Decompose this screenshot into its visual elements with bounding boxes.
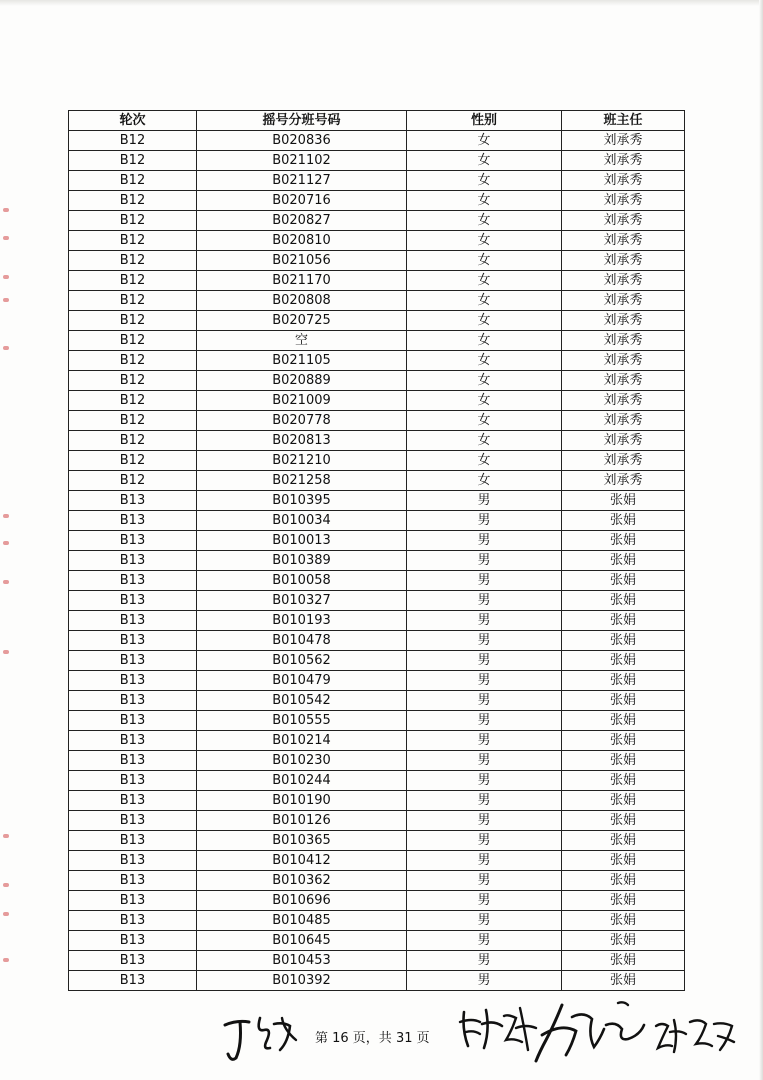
header-head-teacher: 班主任 [562, 111, 685, 131]
table-header-row [69, 111, 685, 131]
cell-head-teacher: 张娟 [562, 671, 685, 691]
cell-lottery-number: B010365 [197, 831, 407, 851]
cell-lottery-number: B010479 [197, 671, 407, 691]
cell-head-teacher: 刘承秀 [562, 391, 685, 411]
table-row [69, 311, 685, 331]
cell-lottery-number: B010230 [197, 751, 407, 771]
table-row [69, 151, 685, 171]
cell-gender: 男 [407, 951, 562, 971]
table-row [69, 191, 685, 211]
cell-gender: 男 [407, 651, 562, 671]
cell-gender: 女 [407, 471, 562, 491]
cell-gender: 男 [407, 671, 562, 691]
cell-lottery-number: B010389 [197, 551, 407, 571]
table-body [69, 131, 685, 991]
cell-round: B13 [69, 571, 197, 591]
table-row [69, 611, 685, 631]
cell-gender: 女 [407, 451, 562, 471]
cell-gender: 女 [407, 271, 562, 291]
cell-lottery-number: B021210 [197, 451, 407, 471]
header-round: 轮次 [69, 111, 197, 131]
cell-head-teacher: 张娟 [562, 611, 685, 631]
table-row [69, 731, 685, 751]
table-row [69, 291, 685, 311]
cell-lottery-number: B020889 [197, 371, 407, 391]
margin-mark [3, 514, 9, 518]
cell-round: B12 [69, 471, 197, 491]
cell-round: B13 [69, 891, 197, 911]
cell-round: B13 [69, 531, 197, 551]
cell-gender: 女 [407, 351, 562, 371]
table-row [69, 651, 685, 671]
cell-round: B13 [69, 871, 197, 891]
cell-round: B13 [69, 691, 197, 711]
cell-head-teacher: 张娟 [562, 711, 685, 731]
cell-head-teacher: 张娟 [562, 791, 685, 811]
cell-lottery-number: B010392 [197, 971, 407, 991]
scan-edge-top [0, 0, 763, 6]
margin-mark [3, 883, 9, 887]
handwritten-signature-2 [458, 1000, 538, 1060]
cell-lottery-number: B021105 [197, 351, 407, 371]
cell-head-teacher: 张娟 [562, 931, 685, 951]
cell-round: B12 [69, 451, 197, 471]
table-row [69, 831, 685, 851]
cell-lottery-number: B010562 [197, 651, 407, 671]
cell-gender: 女 [407, 171, 562, 191]
cell-head-teacher: 张娟 [562, 551, 685, 571]
cell-round: B13 [69, 931, 197, 951]
cell-round: B13 [69, 731, 197, 751]
cell-gender: 男 [407, 631, 562, 651]
cell-gender: 男 [407, 771, 562, 791]
cell-round: B12 [69, 231, 197, 251]
cell-round: B13 [69, 831, 197, 851]
cell-gender: 女 [407, 251, 562, 271]
cell-gender: 男 [407, 711, 562, 731]
table-row [69, 551, 685, 571]
cell-round: B12 [69, 151, 197, 171]
table-row [69, 571, 685, 591]
cell-gender: 男 [407, 931, 562, 951]
cell-lottery-number: B020778 [197, 411, 407, 431]
cell-round: B12 [69, 271, 197, 291]
table-row [69, 271, 685, 291]
cell-gender: 男 [407, 851, 562, 871]
cell-lottery-number: B021056 [197, 251, 407, 271]
margin-mark [3, 650, 9, 654]
cell-lottery-number: B021009 [197, 391, 407, 411]
cell-head-teacher: 张娟 [562, 631, 685, 651]
cell-gender: 男 [407, 551, 562, 571]
table-row [69, 591, 685, 611]
cell-head-teacher: 张娟 [562, 971, 685, 991]
cell-head-teacher: 刘承秀 [562, 431, 685, 451]
cell-round: B12 [69, 251, 197, 271]
cell-round: B13 [69, 651, 197, 671]
cell-round: B12 [69, 391, 197, 411]
cell-head-teacher: 张娟 [562, 531, 685, 551]
table-row [69, 691, 685, 711]
margin-mark [3, 298, 9, 302]
cell-head-teacher: 刘承秀 [562, 171, 685, 191]
cell-head-teacher: 张娟 [562, 871, 685, 891]
handwritten-signature-3 [532, 995, 652, 1067]
cell-head-teacher: 刘承秀 [562, 251, 685, 271]
table-row [69, 871, 685, 891]
cell-round: B13 [69, 711, 197, 731]
margin-mark [3, 834, 9, 838]
table-row [69, 791, 685, 811]
cell-gender: 男 [407, 971, 562, 991]
cell-gender: 女 [407, 191, 562, 211]
header-gender: 性别 [407, 111, 562, 131]
cell-gender: 男 [407, 511, 562, 531]
table-row [69, 471, 685, 491]
table-row [69, 131, 685, 151]
cell-head-teacher: 张娟 [562, 511, 685, 531]
table-row [69, 671, 685, 691]
table-row [69, 251, 685, 271]
class-assignment-table [68, 110, 685, 991]
cell-head-teacher: 刘承秀 [562, 451, 685, 471]
cell-head-teacher: 刘承秀 [562, 311, 685, 331]
cell-gender: 男 [407, 791, 562, 811]
cell-lottery-number: B021102 [197, 151, 407, 171]
cell-lottery-number: B010362 [197, 871, 407, 891]
cell-head-teacher: 张娟 [562, 891, 685, 911]
table-row [69, 431, 685, 451]
cell-gender: 女 [407, 411, 562, 431]
table-row [69, 451, 685, 471]
cell-gender: 女 [407, 371, 562, 391]
cell-gender: 男 [407, 911, 562, 931]
table-row [69, 911, 685, 931]
cell-head-teacher: 刘承秀 [562, 211, 685, 231]
cell-round: B12 [69, 211, 197, 231]
cell-round: B12 [69, 431, 197, 451]
table-row [69, 931, 685, 951]
cell-lottery-number: B020810 [197, 231, 407, 251]
cell-lottery-number: B010453 [197, 951, 407, 971]
cell-round: B13 [69, 971, 197, 991]
cell-round: B12 [69, 171, 197, 191]
cell-round: B13 [69, 611, 197, 631]
cell-lottery-number: B020725 [197, 311, 407, 331]
cell-head-teacher: 刘承秀 [562, 291, 685, 311]
cell-head-teacher: 张娟 [562, 731, 685, 751]
cell-lottery-number: B020813 [197, 431, 407, 451]
margin-mark [3, 275, 9, 279]
table-row [69, 951, 685, 971]
cell-round: B13 [69, 811, 197, 831]
cell-lottery-number: B010645 [197, 931, 407, 951]
cell-gender: 男 [407, 491, 562, 511]
table-row [69, 771, 685, 791]
table-row [69, 331, 685, 351]
cell-lottery-number: B010058 [197, 571, 407, 591]
cell-head-teacher: 刘承秀 [562, 411, 685, 431]
cell-head-teacher: 刘承秀 [562, 271, 685, 291]
cell-head-teacher: 刘承秀 [562, 371, 685, 391]
cell-gender: 男 [407, 691, 562, 711]
table-row [69, 531, 685, 551]
cell-lottery-number: B010485 [197, 911, 407, 931]
table-row [69, 511, 685, 531]
cell-round: B13 [69, 751, 197, 771]
cell-lottery-number: B010412 [197, 851, 407, 871]
cell-lottery-number: 空 [197, 331, 407, 351]
cell-lottery-number: B021258 [197, 471, 407, 491]
cell-lottery-number: B010696 [197, 891, 407, 911]
cell-round: B12 [69, 411, 197, 431]
cell-lottery-number: B020836 [197, 131, 407, 151]
cell-round: B13 [69, 951, 197, 971]
cell-head-teacher: 张娟 [562, 951, 685, 971]
cell-round: B13 [69, 491, 197, 511]
table-row [69, 371, 685, 391]
cell-round: B13 [69, 851, 197, 871]
cell-lottery-number: B021127 [197, 171, 407, 191]
cell-lottery-number: B010214 [197, 731, 407, 751]
scan-edge-right [759, 0, 763, 1080]
table-row [69, 211, 685, 231]
cell-gender: 男 [407, 831, 562, 851]
cell-head-teacher: 张娟 [562, 691, 685, 711]
cell-head-teacher: 张娟 [562, 751, 685, 771]
cell-head-teacher: 刘承秀 [562, 331, 685, 351]
margin-mark [3, 541, 9, 545]
table-row [69, 851, 685, 871]
cell-round: B13 [69, 791, 197, 811]
table-row [69, 171, 685, 191]
cell-gender: 女 [407, 291, 562, 311]
cell-round: B12 [69, 331, 197, 351]
header-lottery-number: 摇号分班号码 [197, 111, 407, 131]
cell-lottery-number: B010395 [197, 491, 407, 511]
cell-head-teacher: 刘承秀 [562, 131, 685, 151]
table-row [69, 491, 685, 511]
cell-gender: 男 [407, 731, 562, 751]
margin-mark [3, 580, 9, 584]
cell-gender: 男 [407, 751, 562, 771]
cell-round: B12 [69, 371, 197, 391]
cell-round: B12 [69, 291, 197, 311]
cell-round: B12 [69, 311, 197, 331]
cell-head-teacher: 张娟 [562, 571, 685, 591]
cell-lottery-number: B010193 [197, 611, 407, 631]
cell-round: B13 [69, 631, 197, 651]
cell-round: B12 [69, 191, 197, 211]
cell-round: B13 [69, 591, 197, 611]
cell-lottery-number: B010555 [197, 711, 407, 731]
cell-head-teacher: 张娟 [562, 591, 685, 611]
cell-head-teacher: 张娟 [562, 831, 685, 851]
cell-lottery-number: B020808 [197, 291, 407, 311]
cell-gender: 女 [407, 391, 562, 411]
handwritten-signature-1 [222, 1010, 302, 1065]
table-row [69, 411, 685, 431]
cell-lottery-number: B020716 [197, 191, 407, 211]
cell-lottery-number: B010190 [197, 791, 407, 811]
cell-gender: 女 [407, 431, 562, 451]
page-number: 第 16 页，共 31 页 [315, 1031, 430, 1046]
cell-gender: 女 [407, 211, 562, 231]
cell-gender: 女 [407, 231, 562, 251]
cell-round: B13 [69, 911, 197, 931]
cell-lottery-number: B010327 [197, 591, 407, 611]
cell-round: B13 [69, 771, 197, 791]
cell-head-teacher: 张娟 [562, 911, 685, 931]
cell-gender: 男 [407, 531, 562, 551]
table-row [69, 711, 685, 731]
cell-gender: 男 [407, 811, 562, 831]
cell-head-teacher: 张娟 [562, 811, 685, 831]
cell-lottery-number: B021170 [197, 271, 407, 291]
cell-head-teacher: 刘承秀 [562, 191, 685, 211]
cell-lottery-number: B010013 [197, 531, 407, 551]
cell-gender: 女 [407, 311, 562, 331]
cell-lottery-number: B010126 [197, 811, 407, 831]
cell-lottery-number: B010244 [197, 771, 407, 791]
cell-round: B12 [69, 131, 197, 151]
cell-lottery-number: B010034 [197, 511, 407, 531]
cell-round: B13 [69, 671, 197, 691]
cell-lottery-number: B010542 [197, 691, 407, 711]
cell-head-teacher: 张娟 [562, 491, 685, 511]
cell-head-teacher: 刘承秀 [562, 471, 685, 491]
handwritten-signature-4 [652, 1010, 738, 1060]
cell-gender: 女 [407, 331, 562, 351]
cell-head-teacher: 张娟 [562, 771, 685, 791]
cell-gender: 男 [407, 591, 562, 611]
cell-lottery-number: B010478 [197, 631, 407, 651]
margin-mark [3, 958, 9, 962]
margin-mark [3, 236, 9, 240]
table-row [69, 391, 685, 411]
cell-round: B12 [69, 351, 197, 371]
table-row [69, 811, 685, 831]
cell-head-teacher: 张娟 [562, 651, 685, 671]
table-row [69, 971, 685, 991]
cell-head-teacher: 刘承秀 [562, 231, 685, 251]
cell-gender: 男 [407, 571, 562, 591]
margin-mark [3, 346, 9, 350]
cell-gender: 男 [407, 871, 562, 891]
cell-round: B13 [69, 511, 197, 531]
table-row [69, 751, 685, 771]
margin-mark [3, 208, 9, 212]
cell-head-teacher: 刘承秀 [562, 151, 685, 171]
cell-gender: 女 [407, 151, 562, 171]
cell-gender: 男 [407, 891, 562, 911]
cell-gender: 男 [407, 611, 562, 631]
cell-gender: 女 [407, 131, 562, 151]
cell-head-teacher: 张娟 [562, 851, 685, 871]
cell-lottery-number: B020827 [197, 211, 407, 231]
table-row [69, 891, 685, 911]
cell-round: B13 [69, 551, 197, 571]
table-row [69, 231, 685, 251]
cell-head-teacher: 刘承秀 [562, 351, 685, 371]
table-row [69, 631, 685, 651]
margin-mark [3, 912, 9, 916]
table-row [69, 351, 685, 371]
